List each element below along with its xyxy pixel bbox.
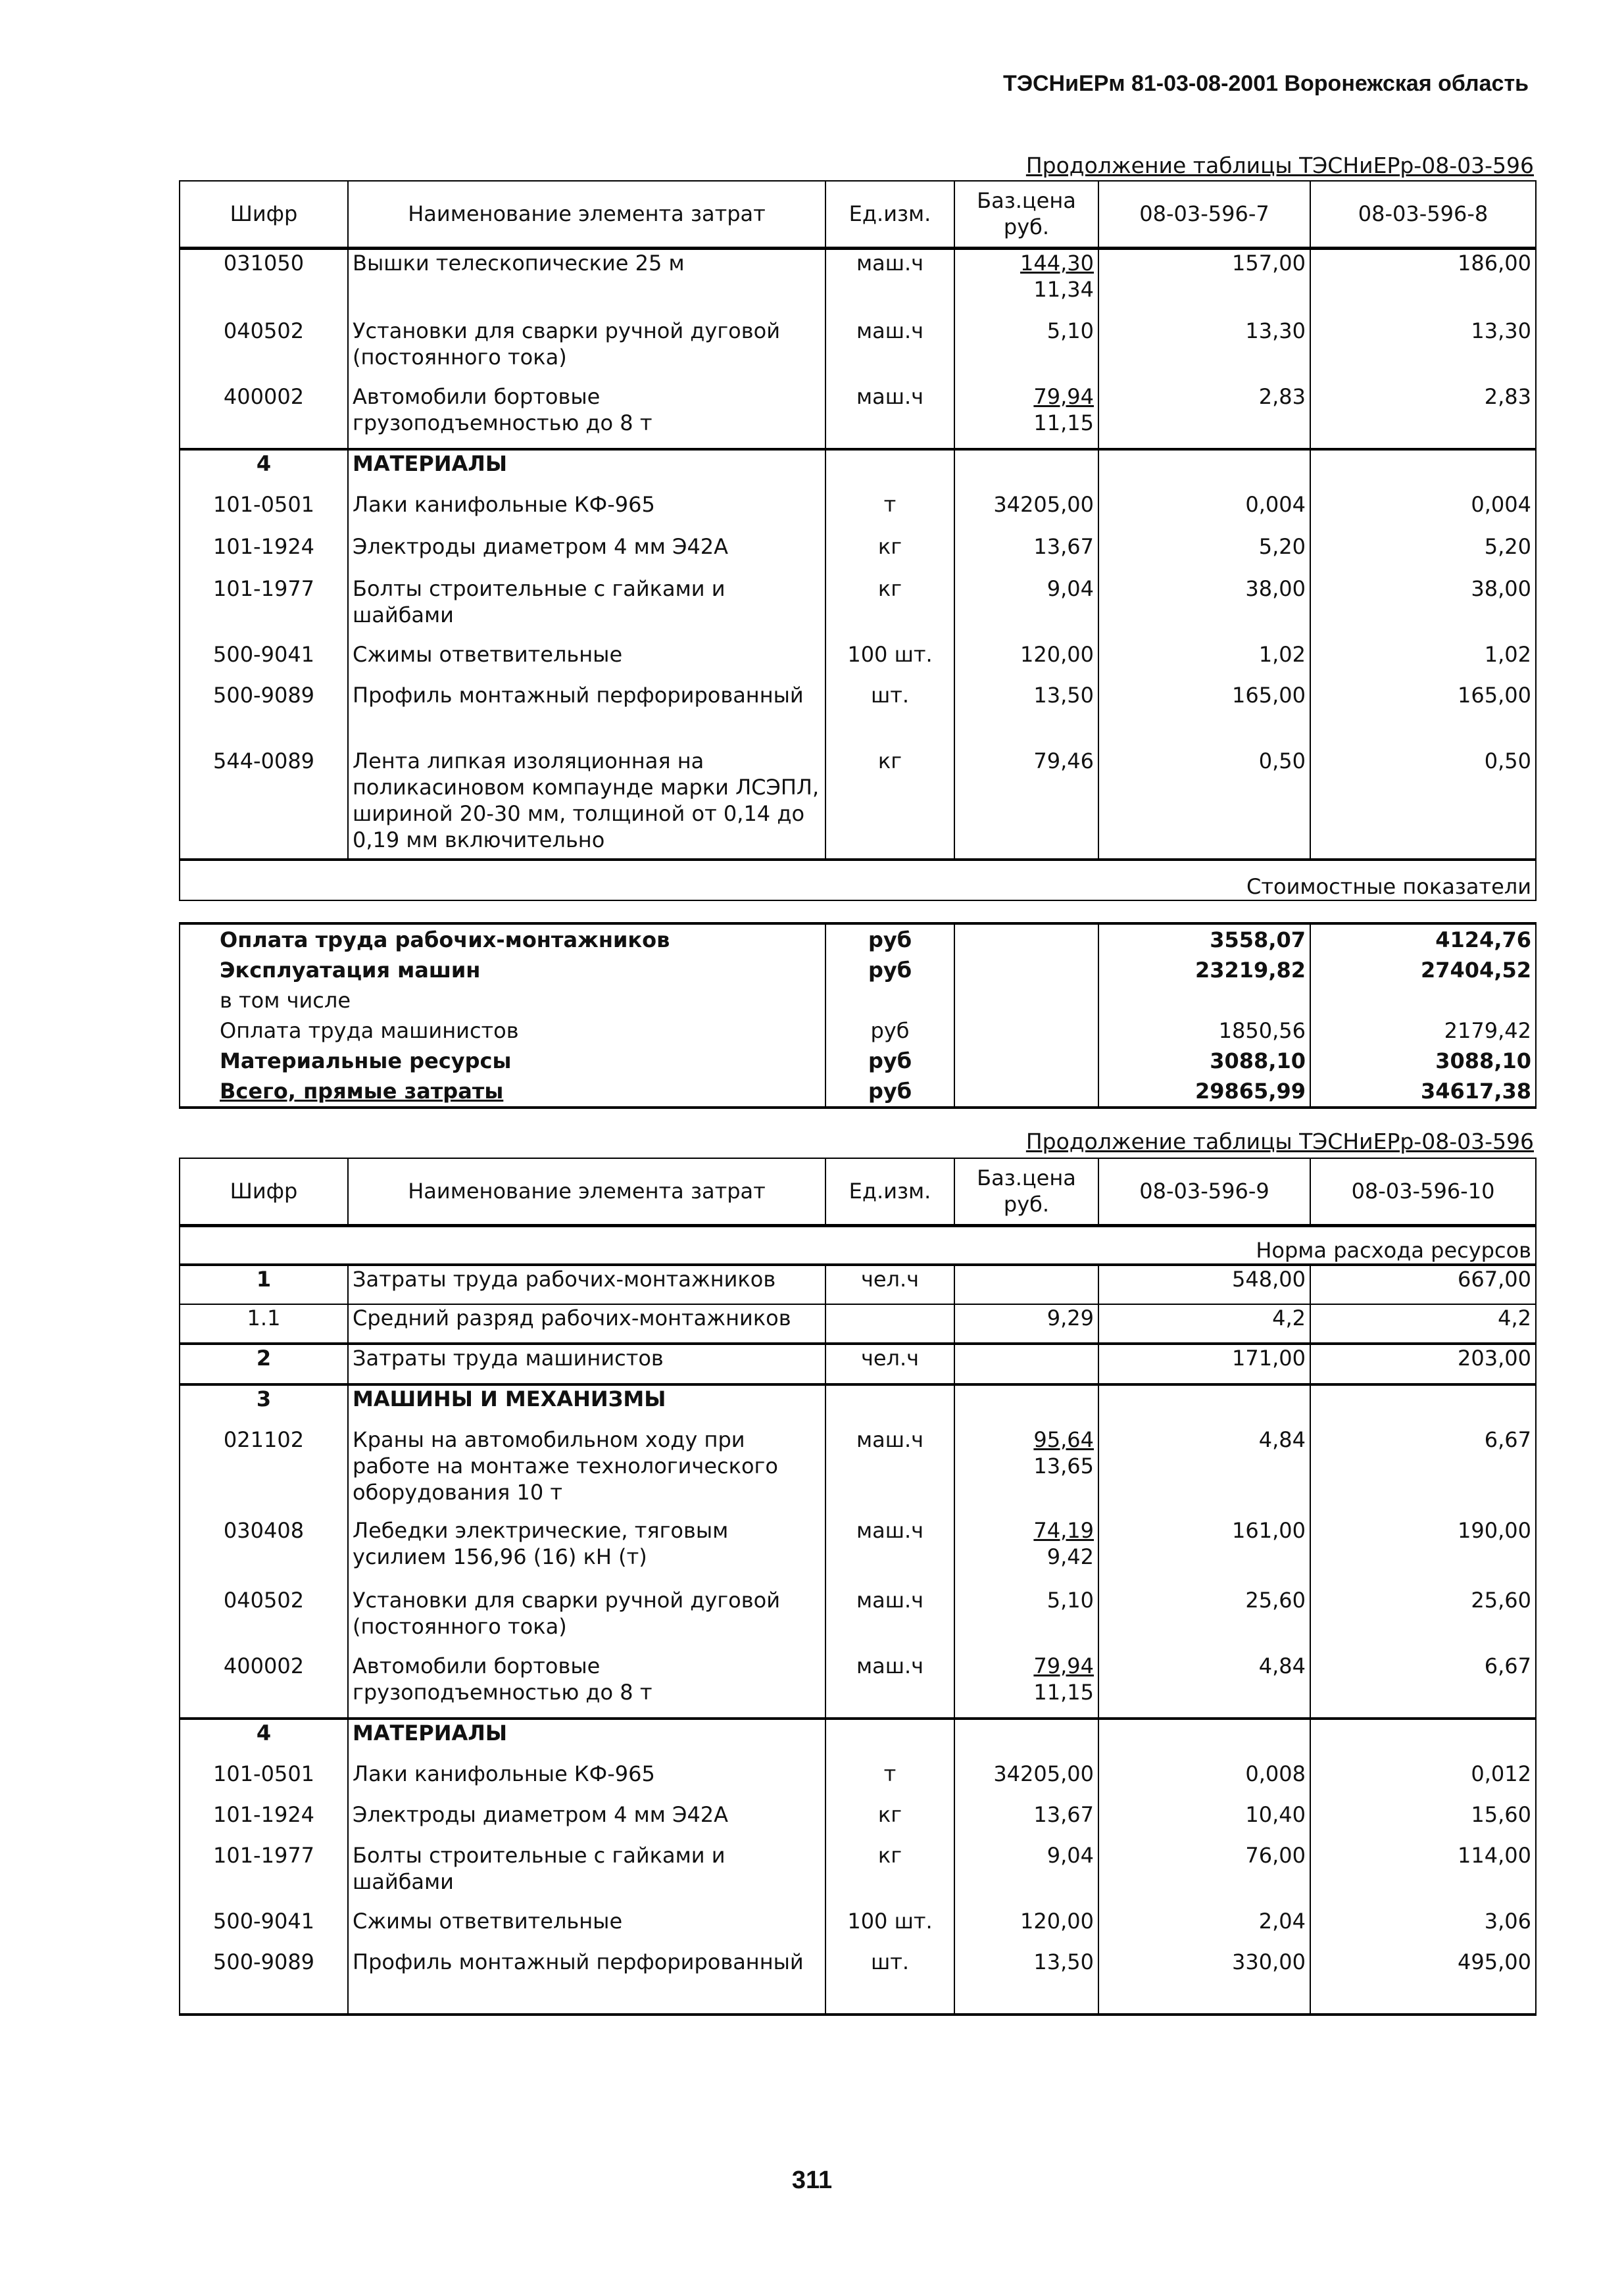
- row-name: Средний разряд рабочих-монтажников: [348, 1304, 825, 1344]
- row-unit: кг: [825, 748, 954, 860]
- row-name: Профиль монтажный перфорированный: [348, 682, 825, 748]
- section-code: 3: [180, 1384, 348, 1427]
- section-code: 4: [180, 449, 348, 491]
- row-code: 500-9041: [180, 1908, 348, 1949]
- row-unit: т: [825, 1761, 954, 1801]
- table2-body: [180, 1225, 1536, 2015]
- col-name: Наименование элемента затрат: [348, 1158, 825, 1225]
- col-code: Шифр: [180, 181, 348, 248]
- cost-value-2: 34617,38: [1310, 1076, 1536, 1108]
- table-row: [180, 1427, 1536, 1517]
- table-row: [180, 1587, 1536, 1653]
- table-row: [180, 248, 1536, 318]
- table-row: [180, 1842, 1536, 1908]
- row-code: 101-1924: [180, 533, 348, 575]
- row-name: Установки для сварки ручной дуговой (постоянного тока): [348, 318, 825, 383]
- row-code: 500-9089: [180, 1949, 348, 2015]
- cost-value-1: 23219,82: [1098, 955, 1310, 985]
- section-code: 4: [180, 1719, 348, 1761]
- row-unit: маш.ч: [825, 318, 954, 383]
- row-value-2: 3,06: [1310, 1908, 1536, 1949]
- row-price: 144,30 11,34: [954, 248, 1098, 318]
- section-row: [180, 1719, 1536, 1761]
- row-unit: кг: [825, 1842, 954, 1908]
- row-price: 13,67: [954, 533, 1098, 575]
- row-value-1: 2,04: [1098, 1908, 1310, 1949]
- row-value-2: 15,60: [1310, 1801, 1536, 1842]
- row-price: [954, 1265, 1098, 1304]
- cost-label: Оплата труда машинистов: [180, 1015, 825, 1046]
- cost-row: [180, 1046, 1536, 1076]
- col-price: Баз.цена руб.: [954, 1158, 1098, 1225]
- row-unit: кг: [825, 533, 954, 575]
- row-price: 5,10: [954, 1587, 1098, 1653]
- row-price: 120,00: [954, 1908, 1098, 1949]
- cost-row: [180, 1076, 1536, 1108]
- cost-label: Всего, прямые затраты: [180, 1076, 825, 1108]
- row-unit: маш.ч: [825, 1427, 954, 1517]
- cost-row: [180, 985, 1536, 1015]
- row-value-1: 4,84: [1098, 1427, 1310, 1517]
- table-row: [180, 1344, 1536, 1384]
- row-value-2: 114,00: [1310, 1842, 1536, 1908]
- row-name: Автомобили бортовые грузоподъемностью до 8 т: [348, 1653, 825, 1719]
- section-title: МАТЕРИАЛЫ: [348, 1719, 825, 1761]
- row-code: 101-0501: [180, 491, 348, 533]
- row-unit: маш.ч: [825, 1517, 954, 1587]
- row-name: Установки для сварки ручной дуговой (постоянного тока): [348, 1587, 825, 1653]
- cost-value-2: 27404,52: [1310, 955, 1536, 985]
- row-price: 120,00: [954, 641, 1098, 682]
- row-code: 1: [180, 1265, 348, 1304]
- row-value-1: 1,02: [1098, 641, 1310, 682]
- row-code: 101-0501: [180, 1761, 348, 1801]
- row-value-1: 171,00: [1098, 1344, 1310, 1384]
- cost-unit: руб: [825, 1076, 954, 1108]
- row-name: Краны на автомобильном ходу при работе на монтаже технологического оборудования 10 т: [348, 1427, 825, 1517]
- cost-value-2: 3088,10: [1310, 1046, 1536, 1076]
- row-code: 400002: [180, 383, 348, 449]
- row-code: 101-1977: [180, 575, 348, 641]
- table-row: [180, 1265, 1536, 1304]
- row-value-2: 186,00: [1310, 248, 1536, 318]
- table1-continuation-caption: Продолжение таблицы ТЭСНиЕРр-08-03-596: [1025, 153, 1534, 178]
- row-value-1: 0,004: [1098, 491, 1310, 533]
- row-value-2: 667,00: [1310, 1265, 1536, 1304]
- table-row: [180, 1801, 1536, 1842]
- table-row: [180, 575, 1536, 641]
- norm-title: Норма расхода ресурсов: [180, 1225, 1536, 1265]
- cost-unit: руб: [825, 923, 954, 955]
- row-code: 544-0089: [180, 748, 348, 860]
- col-unit: Ед.изм.: [825, 1158, 954, 1225]
- table-row: [180, 491, 1536, 533]
- row-code: 400002: [180, 1653, 348, 1719]
- row-code: 500-9041: [180, 641, 348, 682]
- row-name: Затраты труда рабочих-монтажников: [348, 1265, 825, 1304]
- row-value-2: 5,20: [1310, 533, 1536, 575]
- row-name: Профиль монтажный перфорированный: [348, 1949, 825, 2015]
- table-row: [180, 383, 1536, 449]
- resources-table-1: [179, 180, 1537, 901]
- table-row: [180, 1517, 1536, 1587]
- row-name: Автомобили бортовые грузоподъемностью до 8 т: [348, 383, 825, 449]
- cost-label: Эксплуатация машин: [180, 955, 825, 985]
- row-price: 34205,00: [954, 491, 1098, 533]
- row-name: Вышки телескопические 25 м: [348, 248, 825, 318]
- row-name: Электроды диаметром 4 мм Э42А: [348, 1801, 825, 1842]
- row-name: Болты строительные с гайками и шайбами: [348, 575, 825, 641]
- table-row: [180, 1908, 1536, 1949]
- row-value-1: 0,008: [1098, 1761, 1310, 1801]
- table-row: [180, 1304, 1536, 1344]
- row-value-1: 5,20: [1098, 533, 1310, 575]
- col-norm-2: 08-03-596-8: [1310, 181, 1536, 248]
- cost-value-2: 4124,76: [1310, 923, 1536, 955]
- row-unit: маш.ч: [825, 1587, 954, 1653]
- cost-table: [179, 922, 1537, 1109]
- table-row: [180, 641, 1536, 682]
- row-price: [954, 1344, 1098, 1384]
- row-value-2: 0,004: [1310, 491, 1536, 533]
- row-value-2: 6,67: [1310, 1653, 1536, 1719]
- resources-table-2: [179, 1158, 1537, 2016]
- row-value-1: 76,00: [1098, 1842, 1310, 1908]
- table-row: [180, 1949, 1536, 2015]
- page-number: 311: [791, 2166, 833, 2194]
- row-name: Лента липкая изоляционная на поликасиновом компаунде марки ЛСЭПЛ, шириной 20-30 мм, толщиной от 0,14 до 0,19 мм включительно: [348, 748, 825, 860]
- row-price: 13,50: [954, 1949, 1098, 2015]
- row-name: Электроды диаметром 4 мм Э42А: [348, 533, 825, 575]
- row-price: 34205,00: [954, 1761, 1098, 1801]
- cost-indicators-title: Стоимостные показатели: [180, 860, 1536, 900]
- row-value-1: 161,00: [1098, 1517, 1310, 1587]
- row-value-2: 1,02: [1310, 641, 1536, 682]
- row-value-1: 165,00: [1098, 682, 1310, 748]
- cost-value-1: 3558,07: [1098, 923, 1310, 955]
- row-code: 040502: [180, 1587, 348, 1653]
- table-row: [180, 748, 1536, 860]
- row-name: Сжимы ответвительные: [348, 1908, 825, 1949]
- row-code: 500-9089: [180, 682, 348, 748]
- col-norm-1: 08-03-596-7: [1098, 181, 1310, 248]
- section-row: [180, 1384, 1536, 1427]
- row-value-1: 2,83: [1098, 383, 1310, 449]
- row-code: 101-1924: [180, 1801, 348, 1842]
- row-value-2: 6,67: [1310, 1427, 1536, 1517]
- row-price: 5,10: [954, 318, 1098, 383]
- row-value-2: 165,00: [1310, 682, 1536, 748]
- section-title: МАШИНЫ И МЕХАНИЗМЫ: [348, 1384, 825, 1427]
- row-code: 031050: [180, 248, 348, 318]
- row-code: 021102: [180, 1427, 348, 1517]
- table-row: [180, 533, 1536, 575]
- cost-value-1: 1850,56: [1098, 1015, 1310, 1046]
- row-unit: чел.ч: [825, 1265, 954, 1304]
- row-price: 13,50: [954, 682, 1098, 748]
- row-value-2: 0,012: [1310, 1761, 1536, 1801]
- section-row: [180, 449, 1536, 491]
- row-price: 9,04: [954, 1842, 1098, 1908]
- row-value-2: 203,00: [1310, 1344, 1536, 1384]
- row-code: 2: [180, 1344, 348, 1384]
- row-code: 040502: [180, 318, 348, 383]
- row-price: 74,19 9,42: [954, 1517, 1098, 1587]
- row-unit: шт.: [825, 1949, 954, 2015]
- row-price: 9,29: [954, 1304, 1098, 1344]
- cost-label: Оплата труда рабочих-монтажников: [180, 923, 825, 955]
- row-price: 95,64 13,65: [954, 1427, 1098, 1517]
- row-price: 79,94 11,15: [954, 383, 1098, 449]
- row-name: Сжимы ответвительные: [348, 641, 825, 682]
- row-value-2: 38,00: [1310, 575, 1536, 641]
- cost-unit: руб: [825, 955, 954, 985]
- col-price: Баз.цена руб.: [954, 181, 1098, 248]
- row-value-1: 13,30: [1098, 318, 1310, 383]
- row-value-2: 495,00: [1310, 1949, 1536, 2015]
- cost-label: в том числе: [180, 985, 825, 1015]
- cost-row: [180, 1015, 1536, 1046]
- row-unit: 100 шт.: [825, 641, 954, 682]
- row-unit: 100 шт.: [825, 1908, 954, 1949]
- row-value-1: 10,40: [1098, 1801, 1310, 1842]
- row-unit: кг: [825, 575, 954, 641]
- row-unit: чел.ч: [825, 1344, 954, 1384]
- row-price: 9,04: [954, 575, 1098, 641]
- col-name: Наименование элемента затрат: [348, 181, 825, 248]
- row-unit: кг: [825, 1801, 954, 1842]
- row-value-1: 4,2: [1098, 1304, 1310, 1344]
- row-value-1: 548,00: [1098, 1265, 1310, 1304]
- row-price: 79,46: [954, 748, 1098, 860]
- row-code: 1.1: [180, 1304, 348, 1344]
- row-value-2: 190,00: [1310, 1517, 1536, 1587]
- row-value-2: 25,60: [1310, 1587, 1536, 1653]
- row-code: 030408: [180, 1517, 348, 1587]
- col-unit: Ед.изм.: [825, 181, 954, 248]
- row-unit: шт.: [825, 682, 954, 748]
- cost-value-1: 3088,10: [1098, 1046, 1310, 1076]
- row-value-1: 38,00: [1098, 575, 1310, 641]
- cost-label: Материальные ресурсы: [180, 1046, 825, 1076]
- table-row: [180, 1761, 1536, 1801]
- row-value-2: 4,2: [1310, 1304, 1536, 1344]
- row-name: Лебедки электрические, тяговым усилием 156,96 (16) кН (т): [348, 1517, 825, 1587]
- cost-value-2: 2179,42: [1310, 1015, 1536, 1046]
- row-unit: [825, 1304, 954, 1344]
- page-header: ТЭСНиЕРм 81-03-08-2001 Воронежская область: [1003, 71, 1529, 96]
- row-name: Лаки канифольные КФ-965: [348, 1761, 825, 1801]
- row-unit: т: [825, 491, 954, 533]
- row-code: 101-1977: [180, 1842, 348, 1908]
- cost-row: [180, 923, 1536, 955]
- table-row: [180, 318, 1536, 383]
- table-row: [180, 1653, 1536, 1719]
- row-name: Затраты труда машинистов: [348, 1344, 825, 1384]
- row-value-2: 0,50: [1310, 748, 1536, 860]
- cost-row: [180, 955, 1536, 985]
- row-value-2: 13,30: [1310, 318, 1536, 383]
- row-value-2: 2,83: [1310, 383, 1536, 449]
- row-value-1: 25,60: [1098, 1587, 1310, 1653]
- cost-unit: руб: [825, 1015, 954, 1046]
- table-row: [180, 682, 1536, 748]
- row-unit: маш.ч: [825, 1653, 954, 1719]
- table2-continuation-caption: Продолжение таблицы ТЭСНиЕРр-08-03-596: [1025, 1129, 1534, 1154]
- row-price: 13,67: [954, 1801, 1098, 1842]
- section-title: МАТЕРИАЛЫ: [348, 449, 825, 491]
- row-value-1: 0,50: [1098, 748, 1310, 860]
- row-price: 79,94 11,15: [954, 1653, 1098, 1719]
- row-name: Лаки канифольные КФ-965: [348, 491, 825, 533]
- col-norm-1: 08-03-596-9: [1098, 1158, 1310, 1225]
- row-value-1: 330,00: [1098, 1949, 1310, 2015]
- row-name: Болты строительные с гайками и шайбами: [348, 1842, 825, 1908]
- col-norm-2: 08-03-596-10: [1310, 1158, 1536, 1225]
- row-unit: маш.ч: [825, 383, 954, 449]
- cost-unit: руб: [825, 1046, 954, 1076]
- row-value-1: 4,84: [1098, 1653, 1310, 1719]
- row-value-1: 157,00: [1098, 248, 1310, 318]
- cost-value-1: 29865,99: [1098, 1076, 1310, 1108]
- row-unit: маш.ч: [825, 248, 954, 318]
- table1-body: [180, 248, 1536, 900]
- col-code: Шифр: [180, 1158, 348, 1225]
